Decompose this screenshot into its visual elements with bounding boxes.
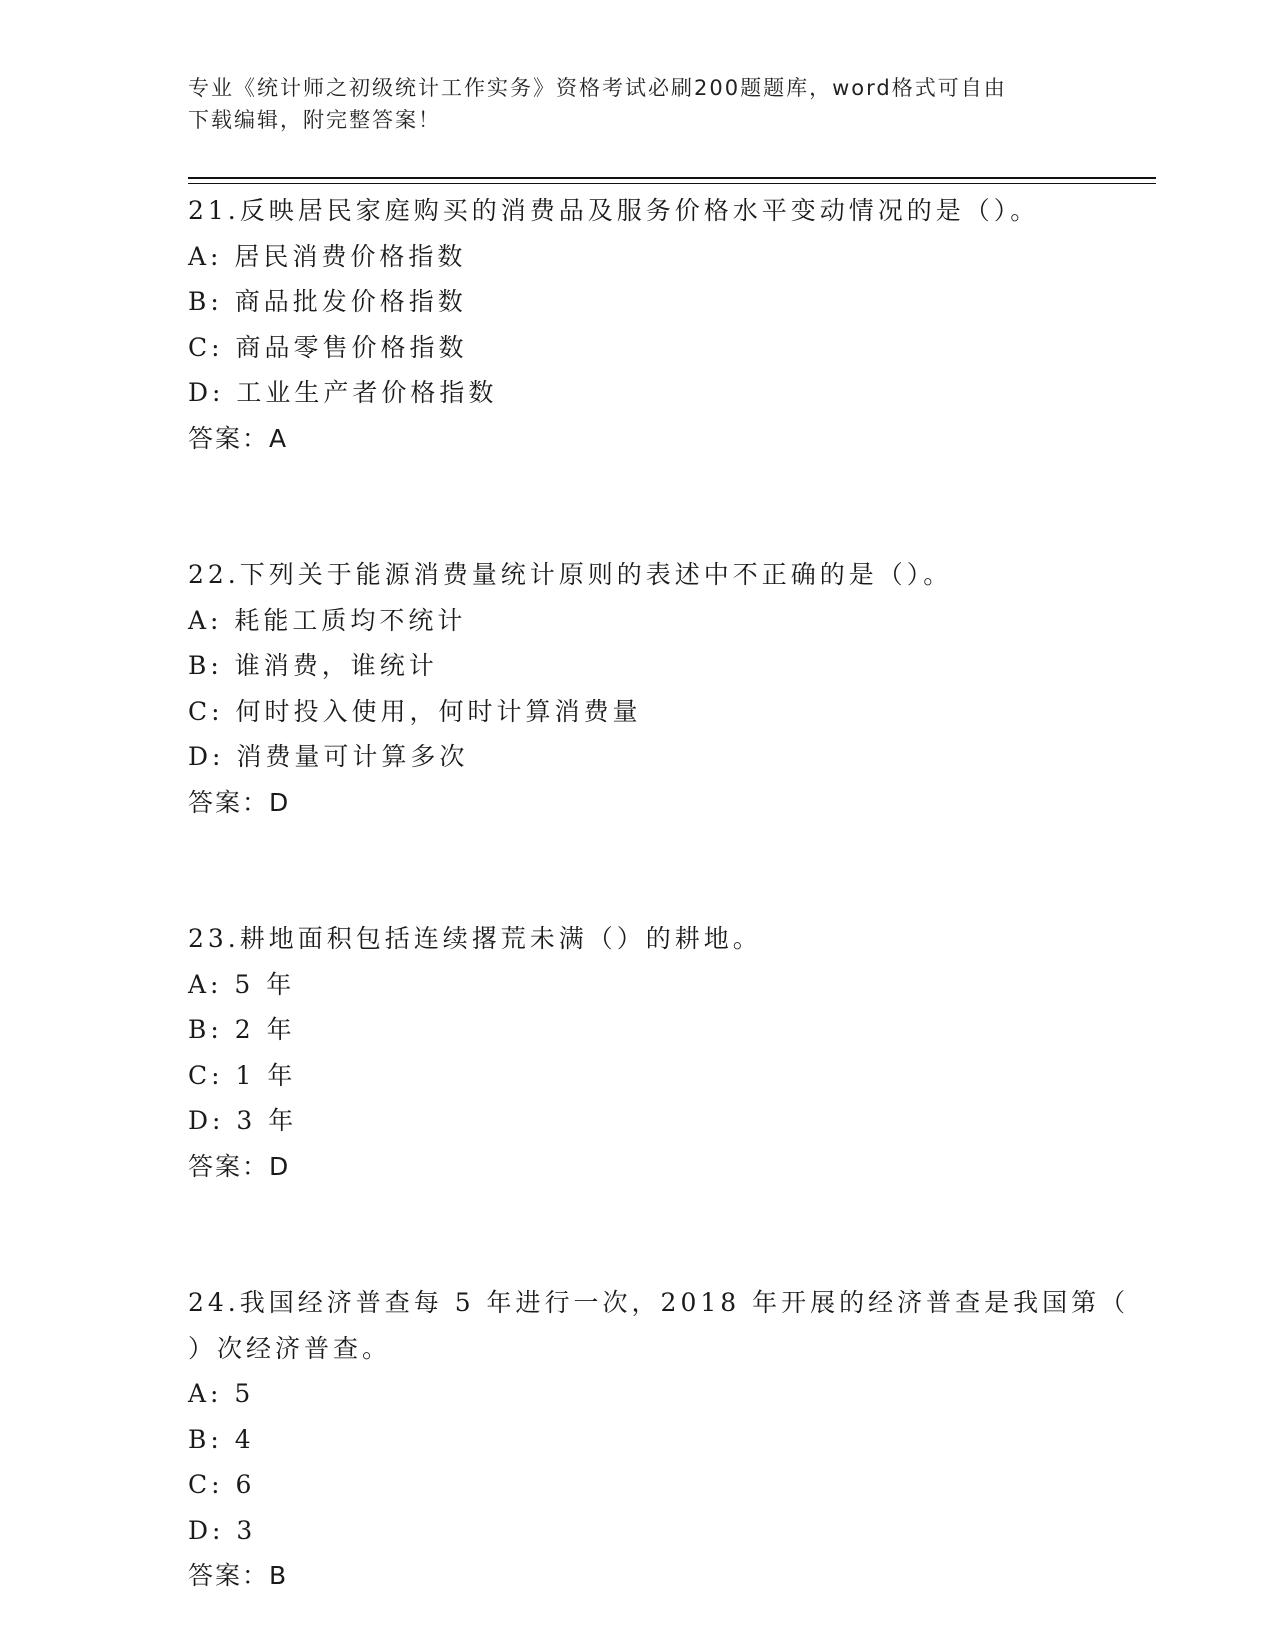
question-stem	[188, 552, 1088, 598]
option-b: B: 4	[188, 1424, 255, 1454]
option-d: D: 3 年	[188, 1106, 298, 1135]
question-spacer	[188, 825, 1088, 916]
question-list	[188, 188, 1130, 1599]
question-text: 22.下列关于能源消费量统计原则的表述中不正确的是（）。	[188, 560, 953, 589]
header-divider-thick	[188, 177, 1156, 179]
question-24	[188, 1280, 1130, 1599]
question-text: 23.耕地面积包括连续撂荒未满（）的耕地。	[188, 924, 762, 953]
question-text-line-1: 24.我国经济普查每 5 年进行一次，2018 年开展的经济普查是我国第（	[188, 1288, 1130, 1317]
question-spacer	[188, 1189, 1088, 1280]
option-b: B: 商品批发价格指数	[188, 287, 467, 316]
header-line-1: 专业《统计师之初级统计工作实务》资格考试必刷200题题库，word格式可自由	[188, 76, 1007, 100]
answer-label: 答案：D	[188, 787, 291, 817]
option-d: D: 消费量可计算多次	[188, 742, 469, 771]
question-spacer	[188, 461, 1088, 552]
option-c: C: 6	[188, 1470, 256, 1499]
option-d: D: 工业生产者价格指数	[188, 378, 498, 407]
header-divider-thin	[188, 183, 1156, 184]
document-header	[188, 72, 1068, 136]
question-22	[188, 552, 1088, 825]
option-a: A: 5 年	[188, 969, 296, 999]
answer-label: 答案：D	[188, 1151, 291, 1181]
question-23	[188, 916, 1088, 1189]
answer-label: 答案：B	[188, 1561, 289, 1590]
option-a: A: 5	[188, 1379, 255, 1408]
option-d: D: 3	[188, 1515, 257, 1545]
answer-label: 答案：A	[188, 423, 289, 453]
question-stem	[188, 188, 1088, 234]
option-a: A: 耗能工质均不统计	[188, 605, 467, 635]
question-text: 21.反映居民家庭购买的消费品及服务价格水平变动情况的是（）。	[188, 196, 1040, 225]
question-stem	[188, 1280, 1130, 1371]
question-21	[188, 188, 1088, 461]
option-c: C: 何时投入使用，何时计算消费量	[188, 696, 642, 726]
option-b: B: 谁消费，谁统计	[188, 651, 438, 680]
option-a: A: 居民消费价格指数	[188, 241, 467, 271]
question-text-line-2: ）次经济普查。	[188, 1333, 392, 1363]
header-line-2: 下载编辑，附完整答案！	[188, 108, 441, 132]
option-c: C: 1 年	[188, 1060, 297, 1090]
option-c: C: 商品零售价格指数	[188, 332, 468, 362]
option-b: B: 2 年	[188, 1015, 296, 1044]
question-stem	[188, 916, 1088, 962]
